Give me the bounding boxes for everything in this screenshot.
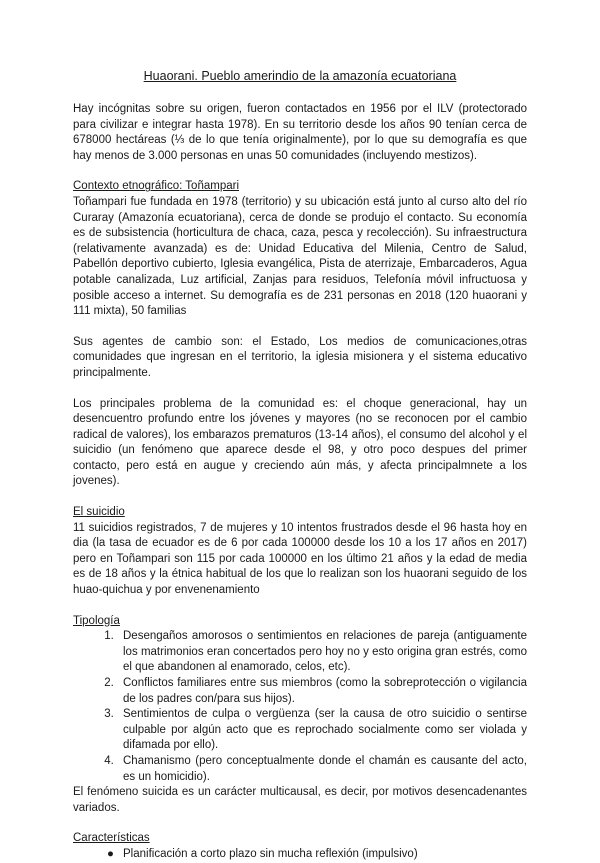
list-item xyxy=(107,847,527,863)
list-item: 4. Chamanismo (pero conceptualmente donde el chamán es causante del acto, es un homicidio). xyxy=(117,754,527,785)
suicide-heading: El suicidio xyxy=(73,506,125,519)
agents-paragraph: Sus agentes de cambio son: el Estado, Los medios de comunicaciones,otras comunidades que ingresan en el territorio, la iglesia misionera y el sistema educativo principalmente. xyxy=(73,335,527,379)
context-section xyxy=(73,179,527,319)
list-item: 1. Desengaños amorosos o sentimientos en relaciones de pareja (antiguamente los matrimonios eran concertados pero hoy no y esto origina gran estrés, como el que abandonen al enamorado, celos, etc). xyxy=(117,629,527,676)
characteristics-list xyxy=(73,847,527,863)
document-title: Huaorani. Pueblo amerindio de la amazonía ecuatoriana xyxy=(143,69,457,83)
suicide-paragraph: 11 suicidios registrados, 7 de mujeres y 10 intentos frustrados desde el 96 hasta hoy en dia (la tasa de ecuador es de 6 por cada 100000 desde los 10 a los 17 años en 2017) pero en Toñampari son 115 por cada 100000 en los último 21 años y la edad de media es de 18 años y la étnica habitual de los que lo realizan son los huaorani seguido de los huao-quichua y por envenenamiento xyxy=(73,521,527,597)
bullet-icon: ● xyxy=(107,847,114,860)
characteristics-section xyxy=(73,831,527,862)
list-item-text: Planificación a corto plazo sin mucha reflexión (impulsivo) xyxy=(123,847,418,860)
typology-section xyxy=(73,614,527,817)
typology-list xyxy=(73,629,527,785)
list-item: 3. Sentimientos de culpa o vergüenza (ser la causa de otro suicidio o sentirse culpable por algún acto que es reprochado socialmente como ser violada y difamada por ello). xyxy=(117,707,527,754)
intro-paragraph: Hay incógnitas sobre su origen, fueron contactados en 1956 por el ILV (protectorado para civilizar e integrar hasta 1978). En su territorio desde los años 90 tenían cerca de 678000 hectáreas (⅓ de lo que tenía originalmente), por lo que su demografía es que hay menos de 3.000 personas en unas 50 comunidades (incluyendo mestizos). xyxy=(73,103,527,162)
list-item: 2. Conflictos familiares entre sus miembros (como la sobreprotección o vigilancia de los padres con/para sus hijos). xyxy=(117,676,527,707)
suicide-section xyxy=(73,505,527,599)
typology-closing: El fenómeno suicida es un carácter multicausal, es decir, por motivos desencadenantes variados. xyxy=(73,786,527,814)
context-heading: Contexto etnográfico: Toñampari xyxy=(73,180,239,193)
typology-heading: Tipología xyxy=(73,614,120,627)
problems-paragraph: Los principales problema de la comunidad es: el choque generacional, hay un desencuentro profundo entre los jóvenes y mayores (no se reconocen por el cambio radical de valores), los embarazos prematuros (13-14 años), el consumo del alcohol y el suicidio (un fenómeno que aparece desde el 98, y otro poco despues del primer contacto, pero está en augue y creciendo aún más, y afecta principalmnete a los jovenes). xyxy=(73,397,527,488)
characteristics-heading: Características xyxy=(73,832,150,845)
context-paragraph: Toñampari fue fundada en 1978 (territorio) y su ubicación está junto al curso alto del río Curaray (Amazonía ecuatoriana), cerca de donde se produjo el contacto. Su economía es de subsistencia (horticultura de chaca, caza, pesca y recolección). Su infraestructura (relativamente avanzada) es de: Unidad Educativa del Milenia, Centro de Salud, Pabellón deportivo cubierto, Iglesia evangélica, Pista de aterrizaje, Embarcaderos, Agua potable canalizada, Luz artificial, Zanjas para residuos, Telefonía móvil infructuosa y posible acceso a internet. Su demografía es de 231 personas en 2018 (120 huaorani y 111 mixta), 50 familias xyxy=(73,195,527,318)
